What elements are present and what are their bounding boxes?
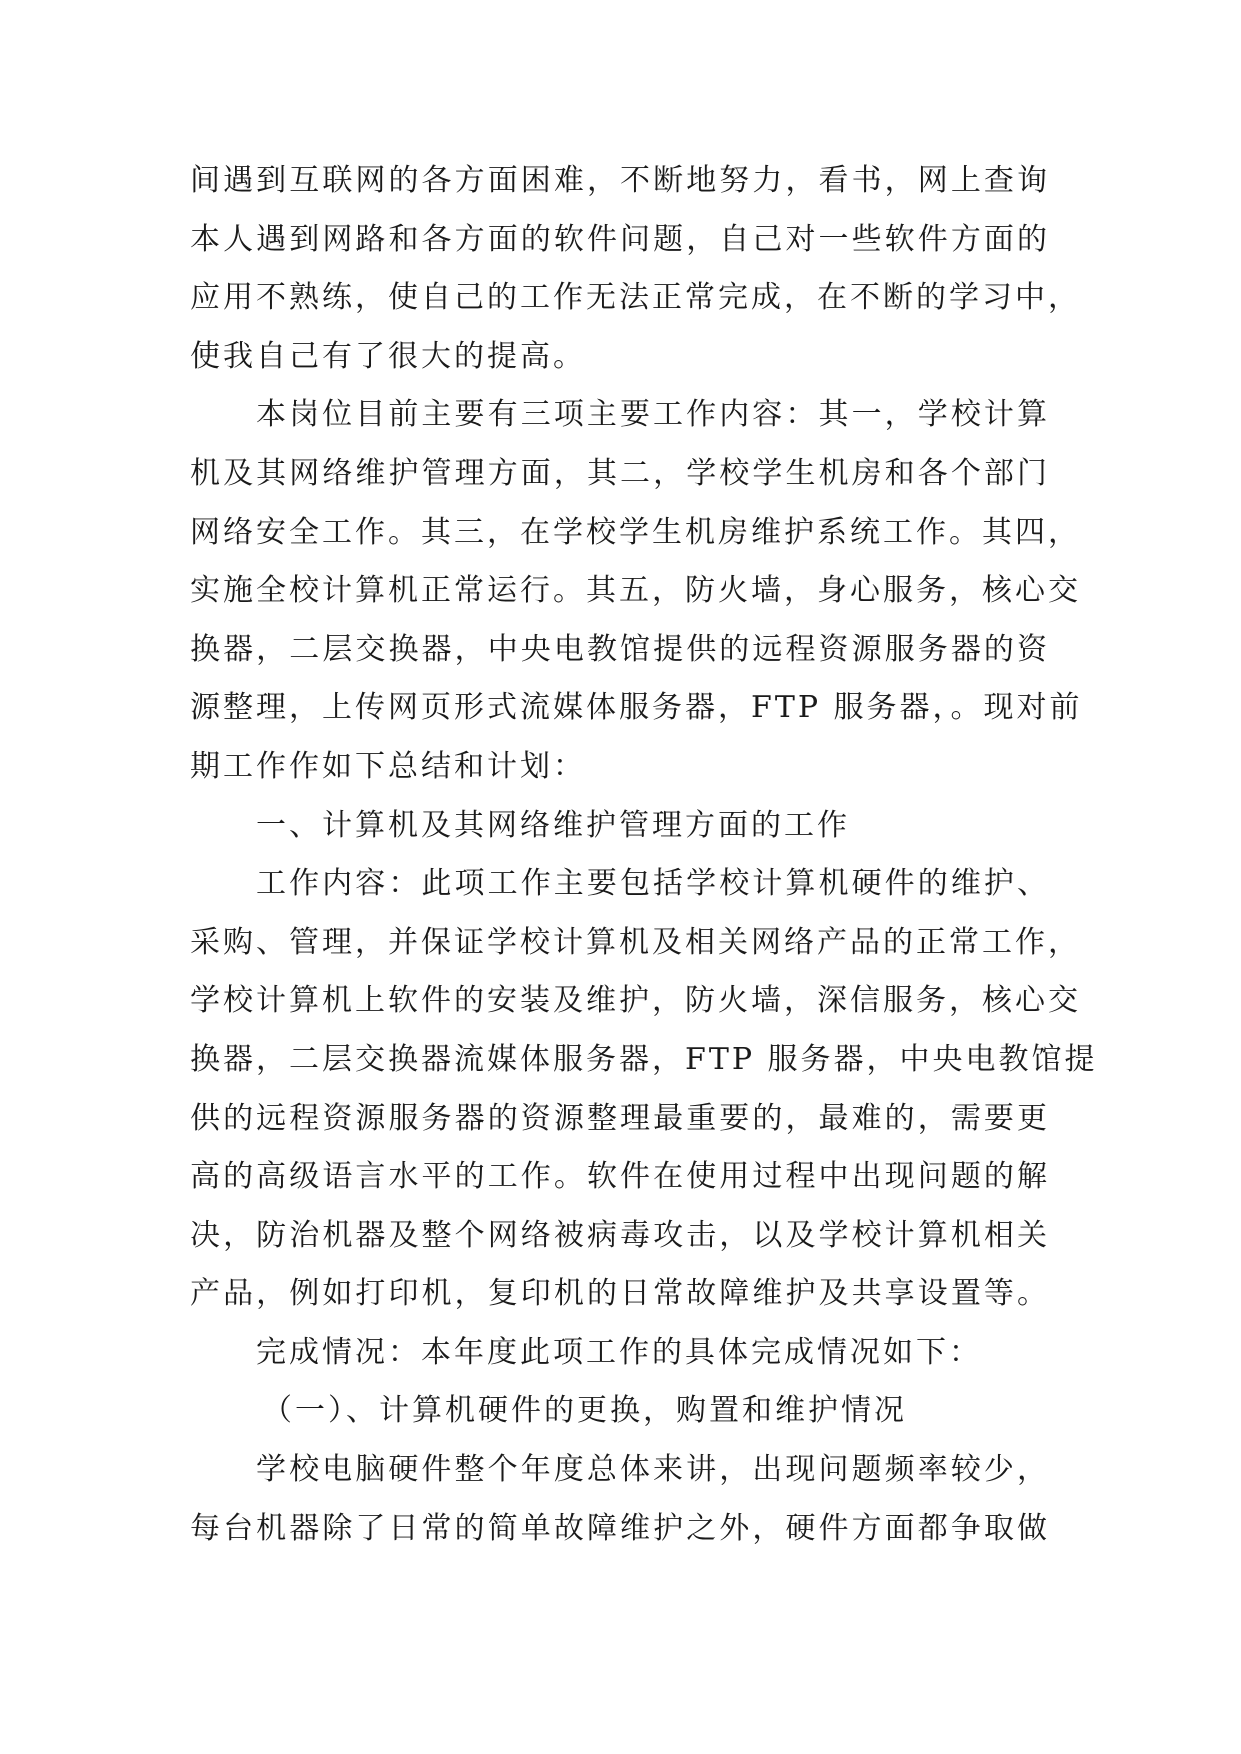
text-line: 采购、管理，并保证学校计算机及相关网络产品的正常工作，	[190, 924, 1081, 960]
text-line: 学校计算机上软件的安装及维护，防火墙，深信服务，核心交	[190, 983, 1081, 1019]
text-line: 换器，二层交换器流媒体服务器，FTP 服务器，中央电教馆提	[190, 1041, 1098, 1077]
text-line: 期工作作如下总结和计划：	[190, 748, 586, 784]
text-line: 源整理，上传网页形式流媒体服务器，FTP 服务器，。现对前	[190, 690, 1083, 726]
text-line: 应用不熟练，使自己的工作无法正常完成，在不断的学习中，	[190, 280, 1081, 316]
paragraph-first-line: 学校电脑硬件整个年度总体来讲，出现问题频率较少，	[256, 1452, 1050, 1488]
text-line: 高的高级语言水平的工作。软件在使用过程中出现问题的解	[190, 1159, 1050, 1195]
document-body	[190, 152, 1098, 1558]
text-line: 决，防治机器及整个网络被病毒攻击，以及学校计算机相关	[190, 1217, 1050, 1253]
text-line: 供的远程资源服务器的资源整理最重要的，最难的，需要更	[190, 1100, 1050, 1136]
section-heading: 一、计算机及其网络维护管理方面的工作	[256, 807, 850, 843]
text-line: 机及其网络维护管理方面，其二，学校学生机房和各个部门	[190, 455, 1050, 491]
text-line: 本人遇到网路和各方面的软件问题，自己对一些软件方面的	[190, 221, 1050, 257]
text-line: 每台机器除了日常的简单故障维护之外，硬件方面都争取做	[190, 1510, 1050, 1546]
text-line: 使我自己有了很大的提高。	[190, 338, 586, 374]
text-line: 网络安全工作。其三，在学校学生机房维护系统工作。其四，	[190, 514, 1081, 550]
subsection-heading: （一）、计算机硬件的更换，购置和维护情况	[262, 1393, 907, 1429]
text-line: 产品，例如打印机，复印机的日常故障维护及共享设置等。	[190, 1276, 1050, 1312]
text-line: 实施全校计算机正常运行。其五，防火墙，身心服务，核心交	[190, 573, 1081, 609]
paragraph-first-line: 工作内容：此项工作主要包括学校计算机硬件的维护、	[256, 866, 1050, 902]
text-line: 间遇到互联网的各方面困难，不断地努力，看书，网上查询	[190, 163, 1050, 198]
paragraph-first-line: 完成情况：本年度此项工作的具体完成情况如下：	[256, 1334, 982, 1370]
text-line: 换器，二层交换器，中央电教馆提供的远程资源服务器的资	[190, 631, 1050, 667]
paragraph-first-line: 本岗位目前主要有三项主要工作内容：其一，学校计算	[256, 397, 1050, 433]
